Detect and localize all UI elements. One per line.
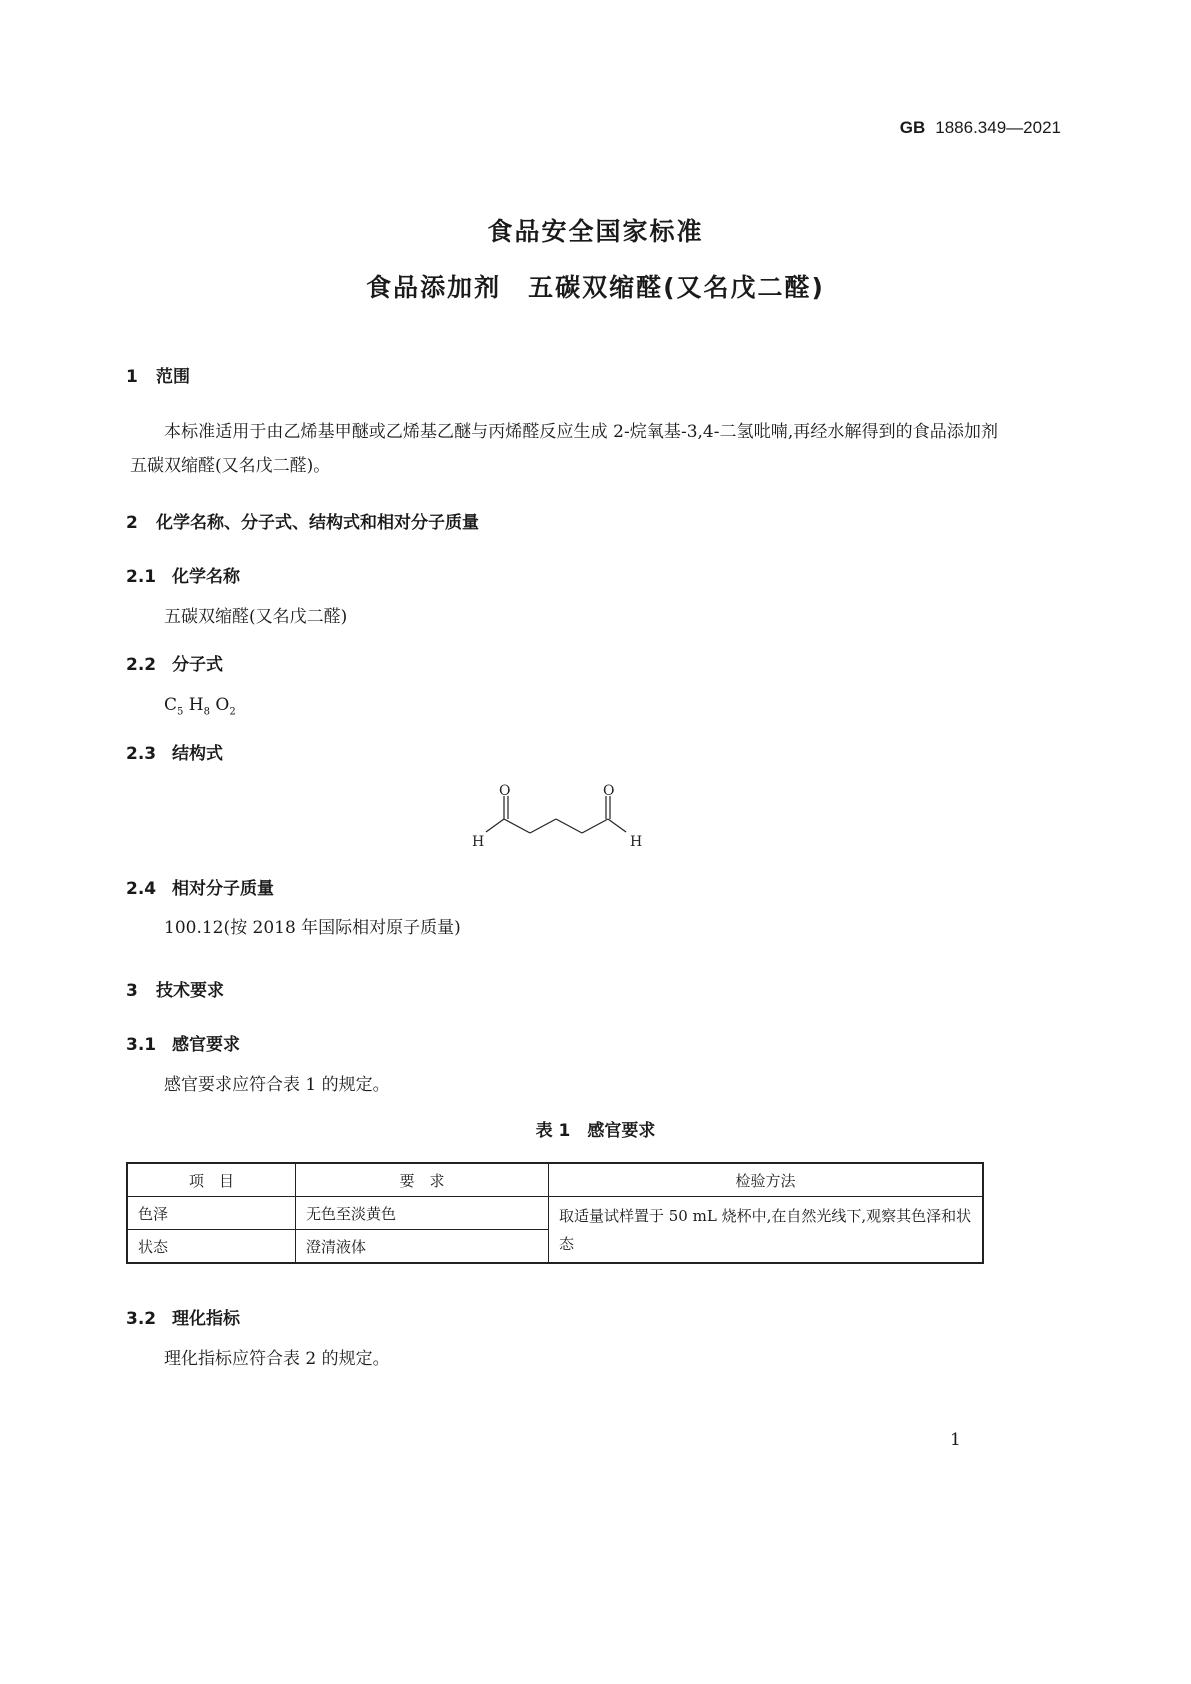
table-header-row: [127, 1163, 983, 1197]
section-2-heading: [126, 508, 479, 533]
section-number: 2.3: [126, 744, 157, 764]
sensory-requirements-table: [126, 1162, 984, 1264]
structural-formula: [460, 780, 660, 855]
standard-code: 1886.349—2021: [935, 118, 1061, 137]
table-header-cell: 要 求: [296, 1163, 549, 1197]
section-number: 2.2: [126, 655, 157, 675]
section-2-4-heading: [126, 874, 274, 899]
molecular-mass: 100.12(按 2018 年国际相对原子质量): [164, 918, 461, 938]
formula-subscript: 8: [203, 706, 210, 718]
section-number: 3: [126, 981, 138, 1001]
formula-subscript: 2: [229, 706, 236, 718]
document-subtitle: 食品添加剂 五碳双缩醛(又名戊二醛): [366, 273, 825, 302]
section-title: 技术要求: [156, 981, 224, 1001]
section-title: 感官要求: [172, 1035, 240, 1055]
table-cell-requirement: 无色至淡黄色: [296, 1197, 549, 1230]
formula-element: H: [188, 695, 204, 715]
atom-oxygen: O: [603, 783, 615, 799]
table-cell-method: 取适量试样置于 50 mL 烧杯中,在自然光线下,观察其色泽和状态: [549, 1197, 984, 1264]
section-title: 相对分子质量: [172, 879, 274, 899]
section-3-heading: [126, 976, 224, 1001]
document-title: 食品安全国家标准: [487, 217, 704, 246]
standard-number: [900, 118, 1061, 138]
section-number: 2.4: [126, 879, 157, 899]
formula-subscript: 5: [177, 706, 184, 718]
section-1-heading: [126, 362, 190, 387]
atom-hydrogen: H: [472, 834, 485, 850]
formula-element: O: [215, 695, 230, 715]
section-2-3-heading: [126, 739, 223, 764]
page-number: 1: [950, 1430, 961, 1450]
section-title: 化学名称: [172, 567, 240, 587]
sensory-text: 感官要求应符合表 1 的规定。: [164, 1075, 390, 1095]
standard-prefix: GB: [899, 118, 926, 137]
table-header-cell: 检验方法: [549, 1163, 984, 1197]
section-title: 结构式: [172, 744, 223, 764]
formula-element: C: [164, 695, 178, 715]
section-3-2-heading: [126, 1304, 240, 1329]
section-title: 理化指标: [172, 1309, 240, 1329]
section-number: 3.2: [126, 1309, 157, 1329]
atom-hydrogen: H: [630, 834, 643, 850]
section-number: 3.1: [126, 1035, 157, 1055]
section-title: 化学名称、分子式、结构式和相对分子质量: [156, 513, 479, 533]
table-header-cell: 项 目: [127, 1163, 296, 1197]
table-cell-requirement: 澄清液体: [296, 1230, 549, 1264]
section-number: 1: [126, 367, 138, 387]
scope-paragraph: 本标准适用于由乙烯基甲醚或乙烯基乙醚与丙烯醛反应生成 2-烷氧基-3,4-二氢吡喃,再经水解得到的食品添加剂五碳双缩醛(又名戊二醛)。: [130, 422, 998, 476]
section-2-2-heading: [126, 650, 223, 675]
section-title: 范围: [156, 367, 190, 387]
atom-oxygen: O: [499, 783, 511, 799]
chemical-name: 五碳双缩醛(又名戊二醛): [164, 607, 348, 627]
section-title: 分子式: [172, 655, 223, 675]
table-1-caption: 表 1 感官要求: [535, 1121, 656, 1141]
table-cell-item: 状态: [127, 1230, 296, 1264]
section-number: 2.1: [126, 567, 157, 587]
section-number: 2: [126, 513, 138, 533]
molecular-formula: [164, 688, 236, 729]
table-cell-item: 色泽: [127, 1197, 296, 1230]
section-3-1-heading: [126, 1030, 240, 1055]
section-2-1-heading: [126, 562, 240, 587]
table-row: [127, 1197, 983, 1230]
physchem-text: 理化指标应符合表 2 的规定。: [164, 1349, 390, 1369]
